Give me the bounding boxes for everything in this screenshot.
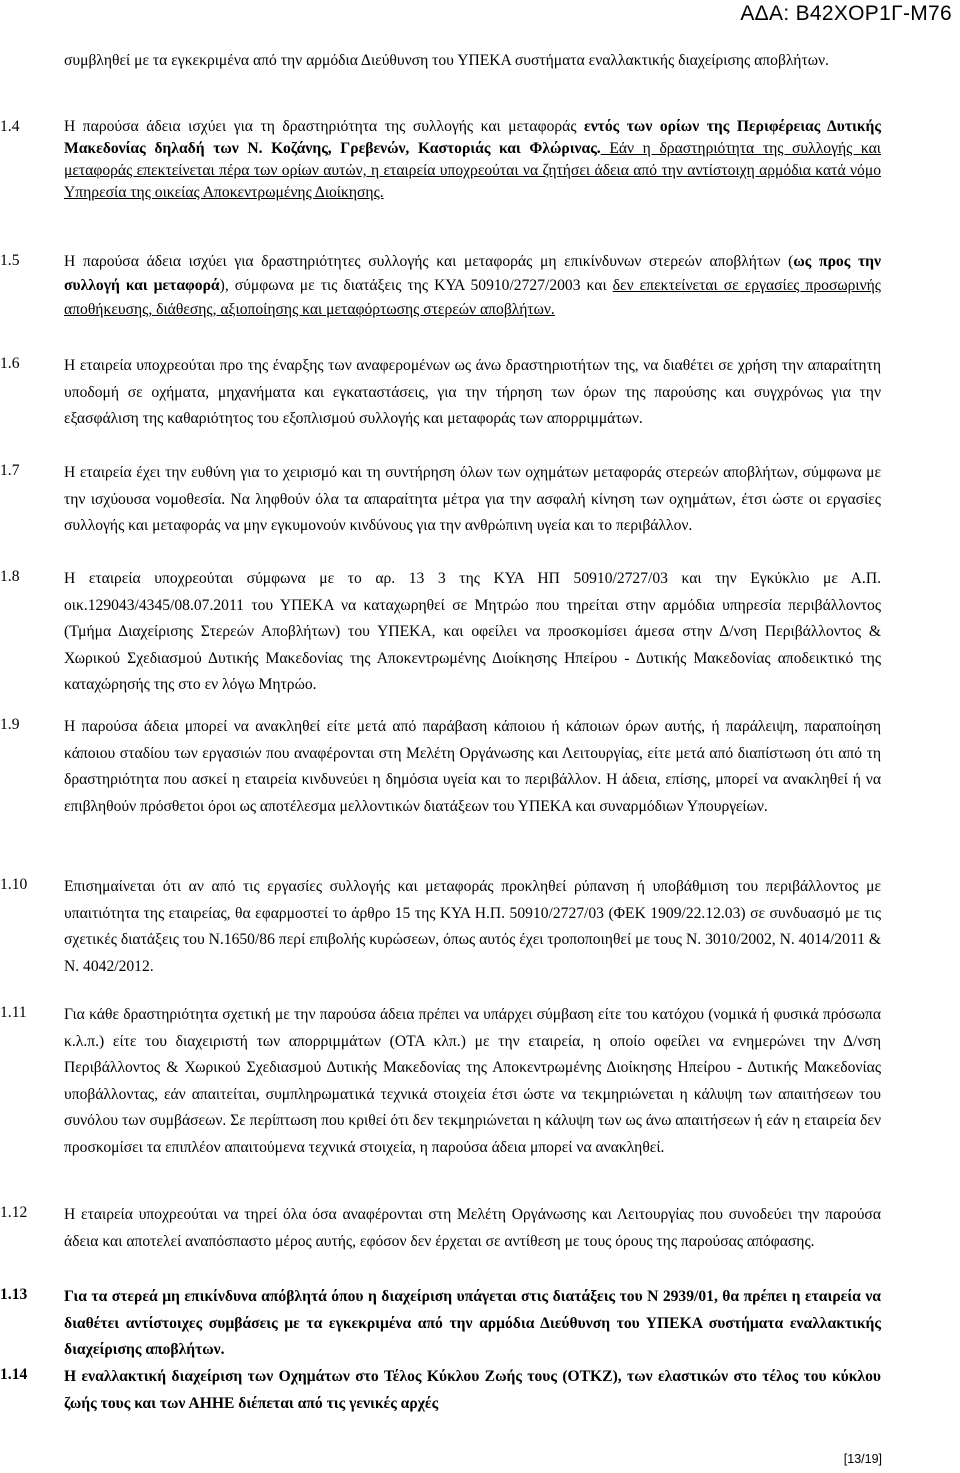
paragraph-text: Η εταιρεία έχει την ευθύνη για το χειρισμό και τη συντήρηση όλων των οχημάτων μεταφοράς στερεών αποβλήτων, σύμφωνα με την ισχύουσα νομοθεσία. Να ληφθούν όλα τα απαραίτητα μέτρα για την ασφαλή κίνηση των οχημάτων, έτσι ώστε οι εργασίες συλλογής και μεταφοράς να μην εγκυμονούν κινδύνους για την ανθρώπινη υγεία και το περιβάλλον. (64, 464, 881, 534)
paragraph-text-part: ), σύμφωνα με τις διατάξεις της ΚΥΑ 50910/2727/2003 και (219, 277, 613, 294)
paragraph-text-underlined: δεν επεκτείνεται σε εργασίες προσωρινής αποθήκευσης, διάθεσης, αξιοποίησης και μεταφόρτωσης στερεών αποβλήτων. (64, 277, 881, 318)
paragraph-number: 1.7 (0, 462, 20, 479)
paragraph-number: 1.5 (0, 252, 20, 269)
paragraph-number: 1.10 (0, 876, 28, 893)
paragraph-text: Η εναλλακτική διαχείριση των Οχημάτων στο Τέλος Κύκλου Ζωής τους (ΟΤΚΖ), των ελαστικών στο τέλος του κύκλου ζωής τους και των ΑΗΗΕ διέπεται από τις γενικές αρχές (64, 1368, 881, 1412)
paragraph-text (64, 250, 881, 322)
paragraph-text-part: Η παρούσα άδεια ισχύει για τη δραστηριότητα της συλλογής και μεταφοράς (64, 118, 585, 135)
paragraph-number: 1.4 (0, 118, 20, 135)
paragraph-text-underlined: Εάν η δραστηριότητα της συλλογής και μεταφοράς επεκτείνεται πέρα των ορίων αυτών, η εταιρεία υποχρεούται να ζητήσει άδεια από την αντίστοιχη αρμόδια κατά νόμο Υπηρεσία της οικείας Αποκεντρωμένης Διοίκησης. (64, 140, 881, 201)
paragraph-number: 1.13 (0, 1286, 28, 1303)
paragraph-text: συμβληθεί με τα εγκεκριμένα από την αρμόδια Διεύθυνση του ΥΠΕΚΑ συστήματα εναλλακτικής διαχείρισης αποβλήτων. (64, 52, 829, 69)
paragraph-text: Η παρούσα άδεια μπορεί να ανακληθεί είτε μετά από παράβαση κάποιου ή κάποιων όρων αυτής, ή παράλειψη, παραποίηση κάποιου σταδίου των εργασιών που αναφέρονται στη Μελέτη Οργάνωσης και Λειτουργίας, είτε μετά από διαπίστωση ότι από τη δραστηριότητα που ασκεί η εταιρεία κινδυνεύει η δημόσια υγεία και το περιβάλλον. Η άδεια, επίσης, μπορεί να ανακληθεί ή να επιβληθούν πρόσθετοι όροι ως αποτέλεσμα μελλοντικών διατάξεων του ΥΠΕΚΑ και συναρμόδιων Υπουργείων. (64, 718, 881, 815)
paragraph-text: Επισημαίνεται ότι αν από τις εργασίες συλλογής και μεταφοράς προκληθεί ρύπανση ή υποβάθμιση του περιβάλλοντος με υπαιτιότητα της εταιρείας, θα εφαρμοστεί το άρθρο 15 της ΚΥΑ Η.Π. 50910/2727/03 (ΦΕΚ 1909/22.12.03) σε συνδυασμό με τις σχετικές διατάξεις του Ν.1650/86 περί επιβολής κυρώσεων, όπως αυτός έχει τροποποιηθεί με τους Ν. 3010/2002, Ν. 4014/2011 & Ν. 4042/2012. (64, 878, 881, 975)
paragraph-text: Η εταιρεία υποχρεούται σύμφωνα με το αρ. 13 3 της ΚΥΑ ΗΠ 50910/2727/03 και την Εγκύκλιο με Α.Π. οικ.129043/4345/08.07.2011 του ΥΠΕΚΑ να καταχωρηθεί σε Μητρώο που τηρείται στην αρμόδια υπηρεσία περιβάλλοντος (Τμήμα Διαχείρισης Στερεών Αποβλήτων) του ΥΠΕΚΑ, και οφείλει να προσκομίσει άμεσα στην Δ/νση Περιβάλλοντος & Χωρικού Σχεδιασμού Δυτικής Μακεδονίας της Αποκεντρωμένης Διοίκησης Ηπείρου - Δυτικής Μακεδονίας αποδεικτικό της καταχώρησής της στο εν λόγω Μητρώο. (64, 570, 881, 693)
paragraph-text (64, 116, 881, 204)
paragraph-number: 1.11 (0, 1004, 27, 1021)
paragraph-text-bold: ως προς την συλλογή και μεταφορά (64, 253, 881, 294)
paragraph-text-bold: εντός των ορίων της Περιφέρειας Δυτικής Μακεδονίας δηλαδή των Ν. Κοζάνης, Γρεβενών, Καστοριάς και Φλώρινας. (64, 118, 881, 157)
paragraph-text: Για τα στερεά μη επικίνδυνα απόβλητά όπου η διαχείριση υπάγεται στις διατάξεις του Ν 2939/01, θα πρέπει η εταιρεία να διαθέτει αντίστοιχες συμβάσεις με τα εγκεκριμένα από την αρμόδια Διεύθυνση του ΥΠΕΚΑ συστήματα εναλλακτικής διαχείρισης αποβλήτων. (64, 1288, 881, 1358)
page-indicator: [13/19] (843, 1452, 882, 1466)
paragraph-text-part: Η παρούσα άδεια ισχύει για δραστηριότητες συλλογής και μεταφοράς μη επικίνδυνων στερεών αποβλήτων ( (64, 253, 794, 270)
paragraph-text: Για κάθε δραστηριότητα σχετική με την παρούσα άδεια πρέπει να υπάρχει σύμβαση είτε του κατόχου (νομικά ή φυσικά πρόσωπα κ.λ.π.) είτε του διαχειριστή των απορριμμάτων (ΟΤΑ κλπ.) με την εταιρεία, η οποίο οφείλει να ενημερώνει την Δ/νση Περιβάλλοντος & Χωρικού Σχεδιασμού Δυτικής Μακεδονίας της Αποκεντρωμένης Διοίκησης Ηπείρου - Δυτικής Μακεδονίας υποβάλλοντας, εάν απαιτείται, συμπληρωματικά τεχνικά στοιχεία έτσι ώστε να τεκμηριώνεται η κάλυψη των απαιτήσεων του συνόλου των συμβάσεων. Σε περίπτωση που κριθεί ότι δεν τεκμηριώνεται η κάλυψη των ως άνω απαιτήσεων ή εάν η εταιρεία δεν προσκομίσει τα επιπλέον απαιτούμενα τεχνικά στοιχεία, η παρούσα άδεια μπορεί να ανακληθεί. (64, 1006, 881, 1156)
paragraph-number: 1.8 (0, 568, 20, 585)
paragraph-number: 1.6 (0, 355, 20, 372)
paragraph-text: Η εταιρεία υποχρεούται να τηρεί όλα όσα αναφέρονται στη Μελέτη Οργάνωσης και Λειτουργίας που συνοδεύει την παρούσα άδεια και αποτελεί αναπόσπαστο μέρος αυτής, εφόσον δεν έρχεται σε αντίθεση με τους όρους της παρούσας απόφασης. (64, 1206, 881, 1250)
paragraph-number: 1.9 (0, 716, 20, 733)
paragraph-text: Η εταιρεία υποχρεούται προ της έναρξης των αναφερομένων ως άνω δραστηριοτήτων της, να διαθέτει σε χρήση την απαραίτητη υποδομή σε οχήματα, μηχανήματα και εγκαταστάσεις, για την τήρηση των όρων της παρούσης και συγχρόνως για την εξασφάλιση της καθαριότητος του εξοπλισμού συλλογής και μεταφοράς των απορριμμάτων. (64, 357, 881, 427)
paragraph-number: 1.12 (0, 1204, 28, 1221)
ada-code: ΑΔΑ: Β42ΧΟΡ1Γ-Μ76 (740, 2, 952, 25)
paragraph-number: 1.14 (0, 1366, 28, 1383)
